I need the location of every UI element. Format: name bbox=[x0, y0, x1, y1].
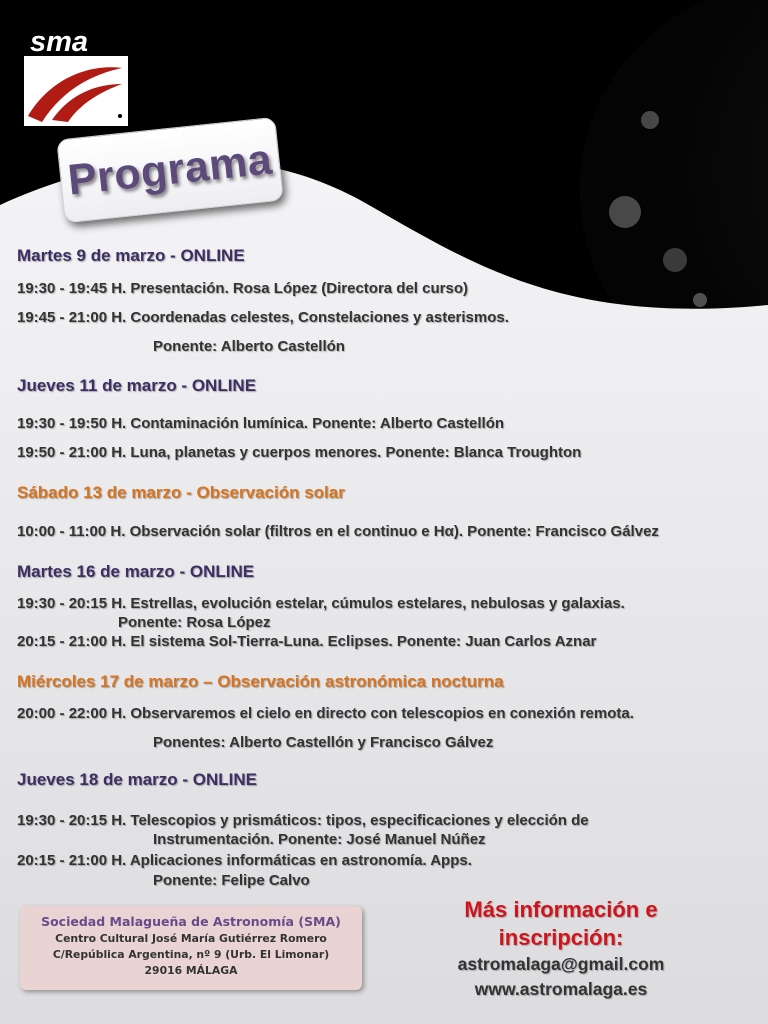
banner-title: Programa bbox=[65, 134, 275, 205]
email-link[interactable]: astromalaga@gmail.com bbox=[457, 954, 665, 974]
address-line: C/República Argentina, nº 9 (Urb. El Limonar) bbox=[52, 948, 330, 961]
info-title: inscripción: bbox=[498, 925, 624, 950]
address-line: 29016 MÁLAGA bbox=[144, 964, 238, 977]
day-title: Miércoles 17 de marzo – Observación astronómica nocturna bbox=[17, 672, 504, 691]
day-title: Jueves 18 de marzo - ONLINE bbox=[17, 770, 257, 789]
speaker-line: Ponente: Alberto Castellón bbox=[153, 338, 345, 355]
speaker-line: Ponente: Felipe Calvo bbox=[153, 872, 310, 889]
society-address-box bbox=[20, 906, 362, 990]
session-line: 19:50 - 21:00 H. Luna, planetas y cuerpos menores. Ponente: Blanca Troughton bbox=[17, 444, 582, 461]
session-line: 19:30 - 19:45 H. Presentación. Rosa López (Directora del curso) bbox=[17, 280, 468, 297]
info-block bbox=[424, 896, 698, 1002]
session-line: 19:30 - 20:15 H. Estrellas, evolución estelar, cúmulos estelares, nebulosas y galaxias. bbox=[17, 595, 625, 612]
session-line: 10:00 - 11:00 H. Observación solar (filtros en el continuo e Hα). Ponente: Francisco Gálvez bbox=[17, 523, 659, 540]
sma-logo bbox=[22, 24, 130, 128]
day-title: Martes 9 de marzo - ONLINE bbox=[17, 246, 245, 265]
info-title: Más información e bbox=[464, 897, 658, 922]
logo-text: sma bbox=[30, 26, 89, 58]
society-name: Sociedad Malagueña de Astronomía (SMA) bbox=[41, 914, 341, 929]
day-title: Martes 16 de marzo - ONLINE bbox=[17, 562, 255, 581]
session-line: 20:00 - 22:00 H. Observaremos el cielo en directo con telescopios en conexión remota. bbox=[17, 705, 634, 722]
session-line: 20:15 - 21:00 H. El sistema Sol-Tierra-Luna. Eclipses. Ponente: Juan Carlos Aznar bbox=[17, 633, 597, 650]
speaker-line: Ponente: Rosa López bbox=[118, 614, 271, 631]
session-line: 19:30 - 20:15 H. Telescopios y prismáticos: tipos, especificaciones y elección de bbox=[17, 812, 589, 829]
speaker-line: Ponentes: Alberto Castellón y Francisco Gálvez bbox=[153, 734, 494, 751]
day-title: Sábado 13 de marzo - Observación solar bbox=[17, 483, 345, 502]
session-line: 19:45 - 21:00 H. Coordenadas celestes, Constelaciones y asterismos. bbox=[17, 309, 509, 326]
website-link[interactable]: www.astromalaga.es bbox=[474, 979, 648, 999]
session-line: 20:15 - 21:00 H. Aplicaciones informáticas en astronomía. Apps. bbox=[17, 852, 472, 869]
session-line-continued: Instrumentación. Ponente: José Manuel Núñez bbox=[153, 831, 486, 848]
session-line: 19:30 - 19:50 H. Contaminación lumínica. Ponente: Alberto Castellón bbox=[17, 415, 505, 432]
day-title: Jueves 11 de marzo - ONLINE bbox=[17, 376, 257, 395]
address-line: Centro Cultural José María Gutiérrez Romero bbox=[55, 932, 327, 945]
